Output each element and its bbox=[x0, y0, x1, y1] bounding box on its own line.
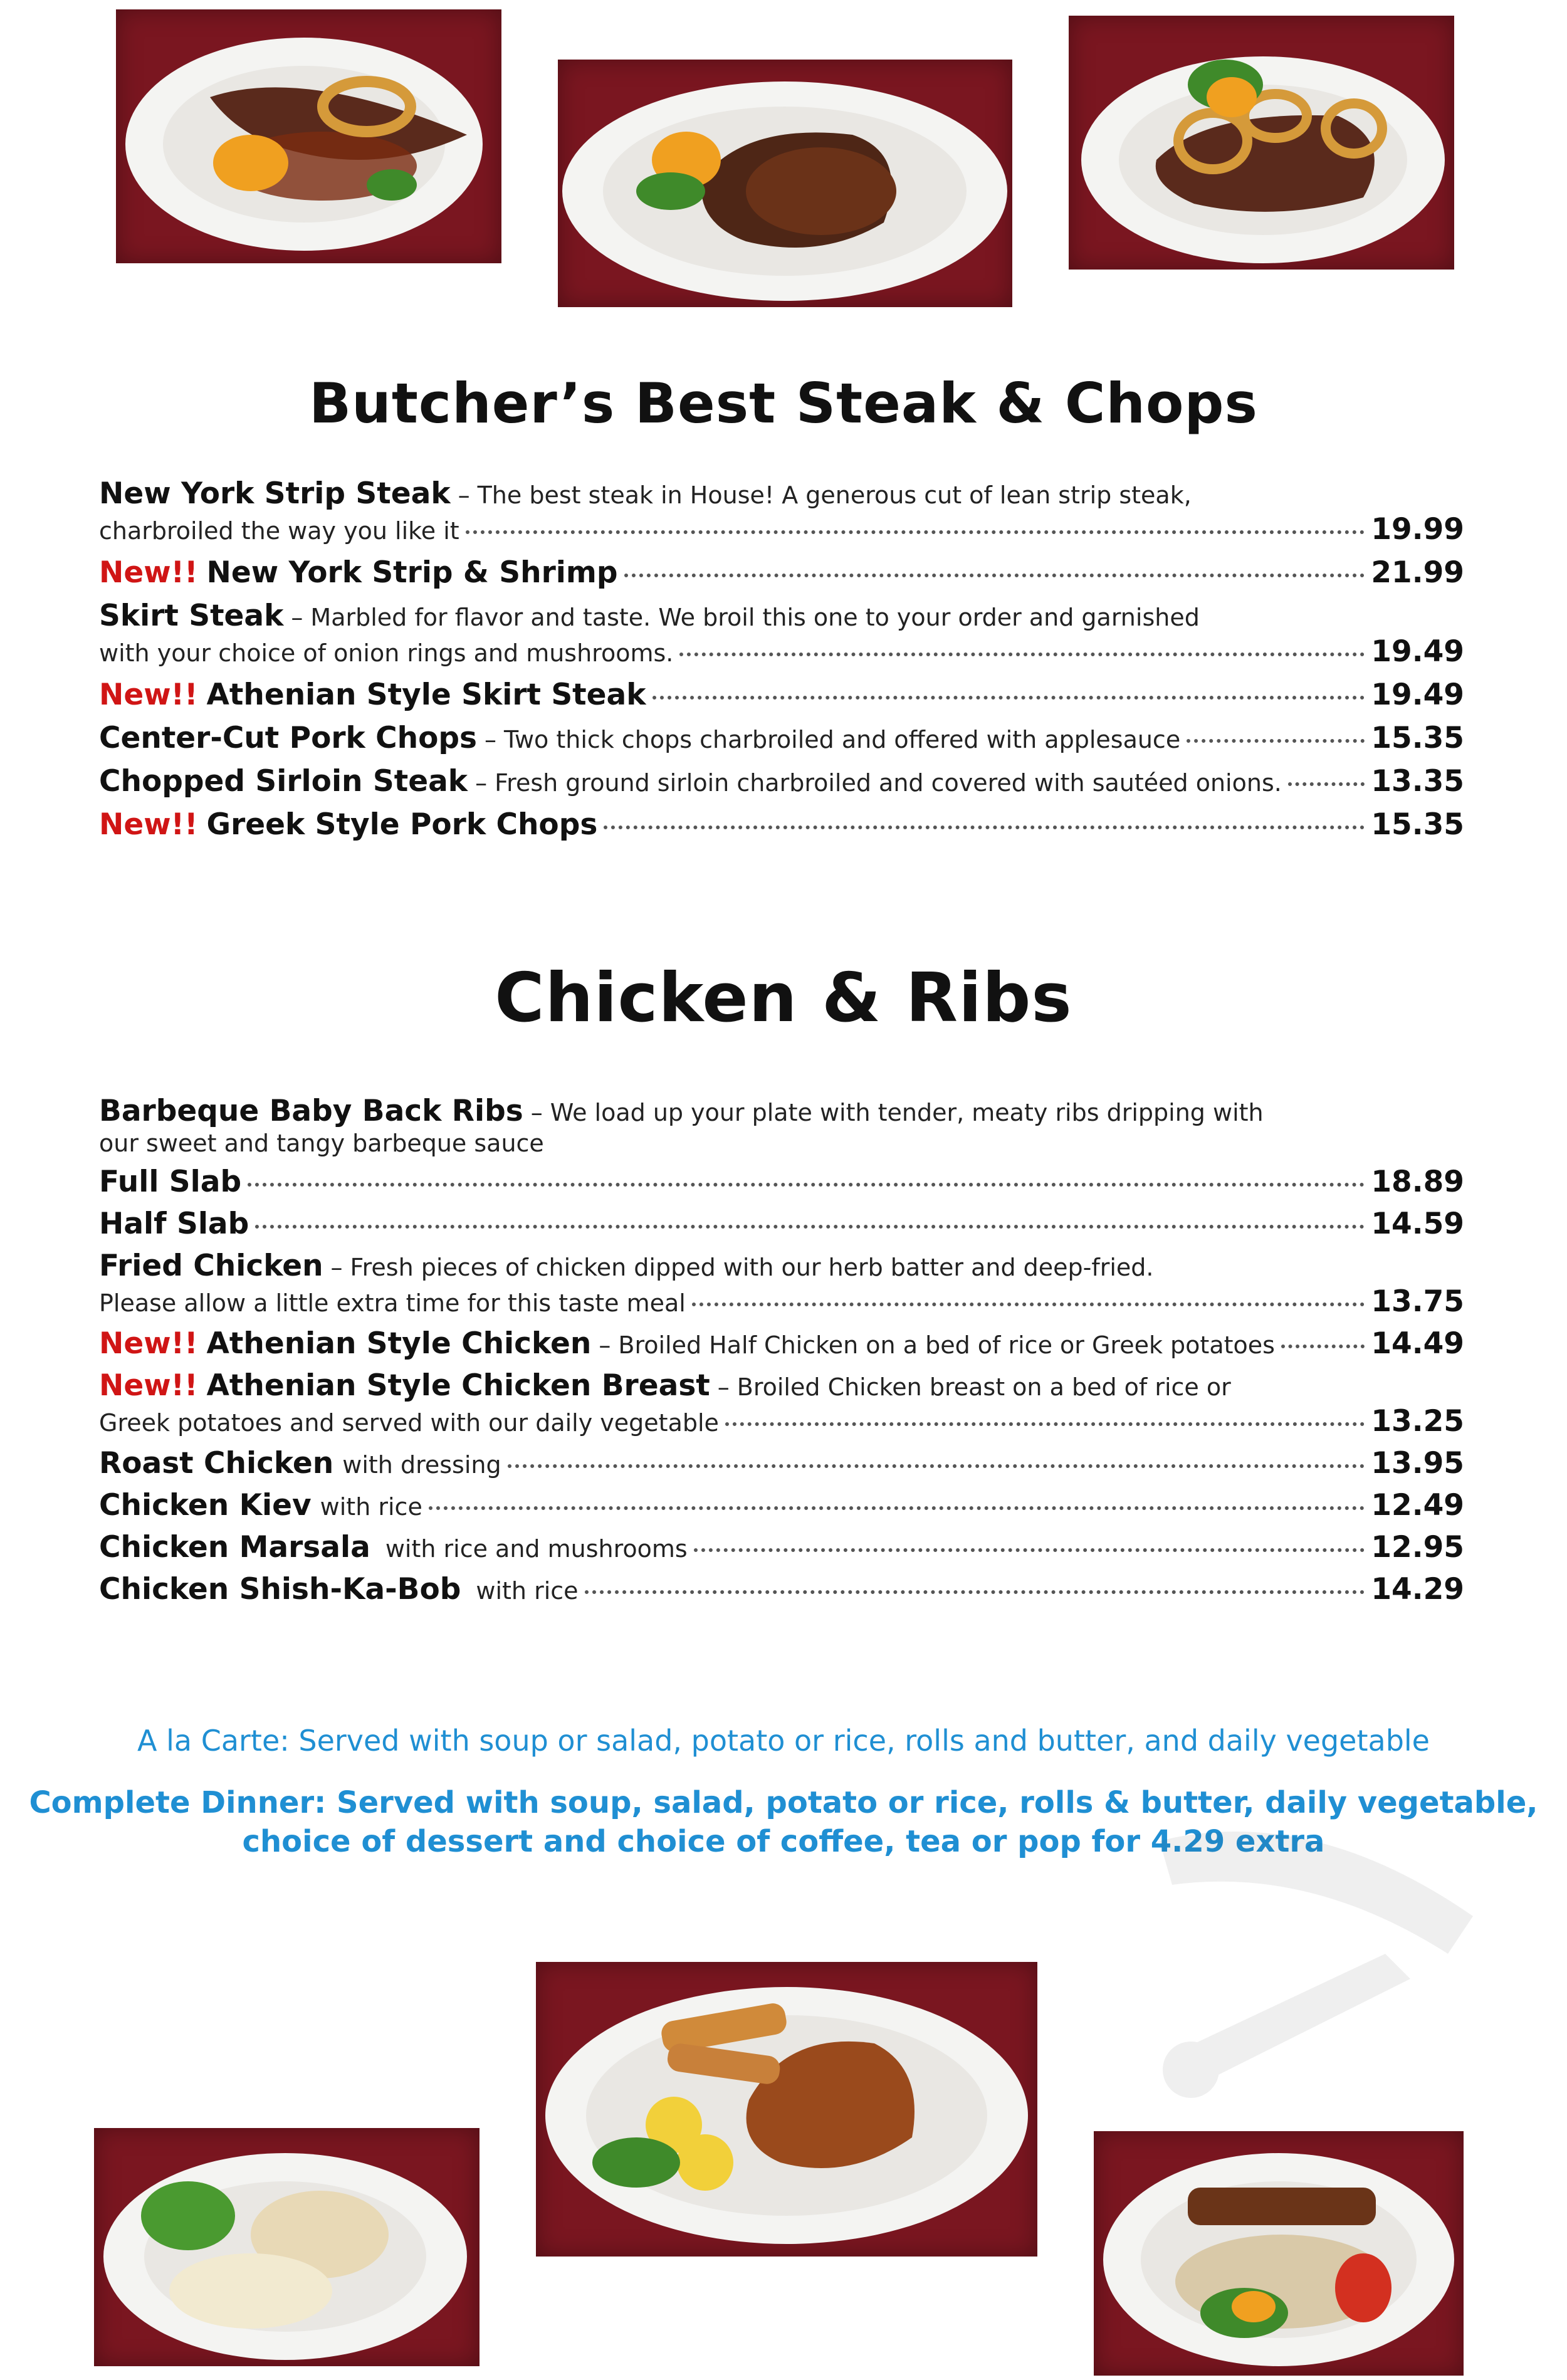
menu-item-roast-chicken bbox=[99, 1446, 1464, 1481]
item-name: Center-Cut Pork Chops bbox=[99, 721, 478, 755]
menu-item-chopped-sirloin-steak bbox=[99, 764, 1464, 799]
dot-leader bbox=[429, 1506, 1365, 1510]
photo-skirt-steak bbox=[116, 9, 501, 263]
item-description-cont: Please allow a little extra time for this taste meal bbox=[99, 1289, 686, 1317]
menu-item-chicken-shish-ka-bob bbox=[99, 1572, 1464, 1607]
item-name: New York Strip Steak bbox=[99, 476, 451, 511]
item-name: Greek Style Pork Chops bbox=[206, 807, 598, 842]
item-description: Fresh ground sirloin charbroiled and covered with sautéed onions. bbox=[495, 769, 1282, 797]
item-separator: – bbox=[530, 1099, 543, 1126]
item-price: 13.25 bbox=[1371, 1404, 1464, 1439]
item-description: Two thick chops charbroiled and offered with applesauce bbox=[504, 726, 1181, 753]
menu-item-full-slab bbox=[99, 1165, 1464, 1199]
menu-item-athenian-chicken-breast bbox=[99, 1368, 1464, 1439]
dot-leader bbox=[624, 574, 1365, 577]
note-complete-line-1: Complete Dinner: Served with soup, salad, potato or rice, rolls & butter, daily vegetable, bbox=[29, 1785, 1538, 1820]
item-separator: – bbox=[291, 604, 303, 631]
menu-item-fried-chicken bbox=[99, 1249, 1464, 1319]
note-a-la-carte: A la Carte: Served with soup or salad, potato or rice, rolls and butter, and daily vegetable bbox=[137, 1724, 1430, 1758]
menu-item-skirt-steak bbox=[99, 599, 1464, 669]
item-description: with rice bbox=[320, 1493, 422, 1521]
item-price: 19.49 bbox=[1371, 634, 1464, 669]
new-badge: New!! bbox=[99, 807, 198, 842]
dot-leader bbox=[248, 1183, 1365, 1187]
item-name: Chopped Sirloin Steak bbox=[99, 764, 468, 799]
item-description: Broiled Chicken breast on a bed of rice or bbox=[736, 1373, 1231, 1401]
menu-item-baby-back-ribs bbox=[99, 1094, 1464, 1157]
dot-leader bbox=[692, 1303, 1365, 1306]
dot-leader bbox=[508, 1464, 1365, 1468]
item-name: Full Slab bbox=[99, 1165, 242, 1199]
item-description: Marbled for flavor and taste. We broil this one to your order and garnished bbox=[310, 604, 1200, 631]
menu-item-half-slab bbox=[99, 1207, 1464, 1241]
item-name: Chicken Shish-Ka-Bob bbox=[99, 1572, 461, 1607]
steak-menu-list bbox=[99, 476, 1464, 851]
item-price: 13.95 bbox=[1371, 1446, 1464, 1481]
item-price: 14.49 bbox=[1371, 1326, 1464, 1361]
section-title-steak: Butcher’s Best Steak & Chops bbox=[309, 371, 1258, 436]
item-name: Skirt Steak bbox=[99, 599, 284, 633]
item-separator: – bbox=[475, 769, 488, 797]
item-description: Broiled Half Chicken on a bed of rice or Greek potatoes bbox=[618, 1331, 1275, 1359]
item-price: 19.49 bbox=[1371, 678, 1464, 712]
item-description-cont: our sweet and tangy barbeque sauce bbox=[99, 1130, 544, 1157]
note-complete-line-2: choice of dessert and choice of coffee, tea or pop for 4.29 extra bbox=[242, 1824, 1325, 1859]
item-price: 14.59 bbox=[1371, 1207, 1464, 1241]
new-badge: New!! bbox=[99, 555, 198, 590]
dot-leader bbox=[1288, 782, 1365, 786]
dot-leader bbox=[725, 1422, 1365, 1426]
menu-item-athenian-skirt-steak bbox=[99, 678, 1464, 712]
item-name: New York Strip & Shrimp bbox=[206, 555, 618, 590]
item-price: 19.99 bbox=[1371, 512, 1464, 547]
chicken-menu-list bbox=[99, 1094, 1464, 1614]
dot-leader bbox=[652, 696, 1365, 700]
menu-item-center-cut-pork-chops bbox=[99, 721, 1464, 755]
fork-knife-watermark-icon bbox=[1122, 1791, 1511, 2117]
menu-item-chicken-marsala bbox=[99, 1530, 1464, 1565]
item-price: 21.99 bbox=[1371, 555, 1464, 590]
menu-item-new-york-strip-shrimp bbox=[99, 555, 1464, 590]
photo-steak-onion-rings bbox=[1069, 16, 1454, 270]
item-price: 13.75 bbox=[1371, 1284, 1464, 1319]
item-description-cont: with your choice of onion rings and mushrooms. bbox=[99, 639, 674, 667]
item-price: 14.29 bbox=[1371, 1572, 1464, 1607]
item-name: Athenian Style Chicken Breast bbox=[206, 1368, 710, 1403]
item-name: Fried Chicken bbox=[99, 1249, 323, 1283]
menu-item-new-york-strip-steak bbox=[99, 476, 1464, 547]
photo-chicken-breast-rice bbox=[94, 2128, 480, 2366]
item-name: Roast Chicken bbox=[99, 1446, 334, 1481]
menu-item-greek-pork-chops bbox=[99, 807, 1464, 842]
item-separator: – bbox=[458, 481, 470, 509]
item-description-cont: charbroiled the way you like it bbox=[99, 517, 459, 545]
item-description: Fresh pieces of chicken dipped with our herb batter and deep-fried. bbox=[350, 1254, 1154, 1281]
item-description: with rice bbox=[476, 1577, 579, 1605]
dot-leader bbox=[694, 1548, 1365, 1552]
item-price: 13.35 bbox=[1371, 764, 1464, 799]
menu-item-chicken-kiev bbox=[99, 1488, 1464, 1523]
item-name: Athenian Style Chicken bbox=[206, 1326, 592, 1361]
item-description-cont: Greek potatoes and served with our daily vegetable bbox=[99, 1409, 719, 1437]
dot-leader bbox=[1281, 1345, 1365, 1348]
item-name: Half Slab bbox=[99, 1207, 249, 1241]
new-badge: New!! bbox=[99, 678, 198, 712]
item-description: The best steak in House! A generous cut of lean strip steak, bbox=[477, 481, 1192, 509]
item-description: with rice and mushrooms bbox=[385, 1535, 688, 1563]
section-title-chicken: Chicken & Ribs bbox=[495, 959, 1072, 1037]
item-separator: – bbox=[485, 726, 497, 753]
item-name: Barbeque Baby Back Ribs bbox=[99, 1094, 523, 1128]
dot-leader bbox=[585, 1590, 1365, 1594]
item-description: We load up your plate with tender, meaty ribs dripping with bbox=[550, 1099, 1264, 1126]
dot-leader bbox=[604, 826, 1365, 829]
item-name: Athenian Style Skirt Steak bbox=[206, 678, 646, 712]
new-badge: New!! bbox=[99, 1368, 198, 1403]
item-name: Chicken Kiev bbox=[99, 1488, 312, 1523]
item-name: Chicken Marsala bbox=[99, 1530, 370, 1565]
dot-leader bbox=[255, 1225, 1365, 1229]
photo-athenian-chicken bbox=[536, 1962, 1037, 2257]
item-description: with dressing bbox=[342, 1451, 501, 1479]
item-price: 15.35 bbox=[1371, 721, 1464, 755]
dot-leader bbox=[679, 653, 1365, 656]
photo-chicken-shish-ka-bob bbox=[1094, 2131, 1464, 2376]
item-separator: – bbox=[330, 1254, 343, 1281]
item-price: 12.95 bbox=[1371, 1530, 1464, 1565]
photo-pork-chops bbox=[558, 60, 1012, 307]
menu-item-athenian-chicken bbox=[99, 1326, 1464, 1361]
item-separator: – bbox=[599, 1331, 611, 1359]
new-badge: New!! bbox=[99, 1326, 198, 1361]
item-price: 18.89 bbox=[1371, 1165, 1464, 1199]
item-price: 15.35 bbox=[1371, 807, 1464, 842]
item-price: 12.49 bbox=[1371, 1488, 1464, 1523]
dot-leader bbox=[1187, 739, 1365, 743]
dot-leader bbox=[466, 530, 1365, 534]
item-separator: – bbox=[717, 1373, 730, 1401]
